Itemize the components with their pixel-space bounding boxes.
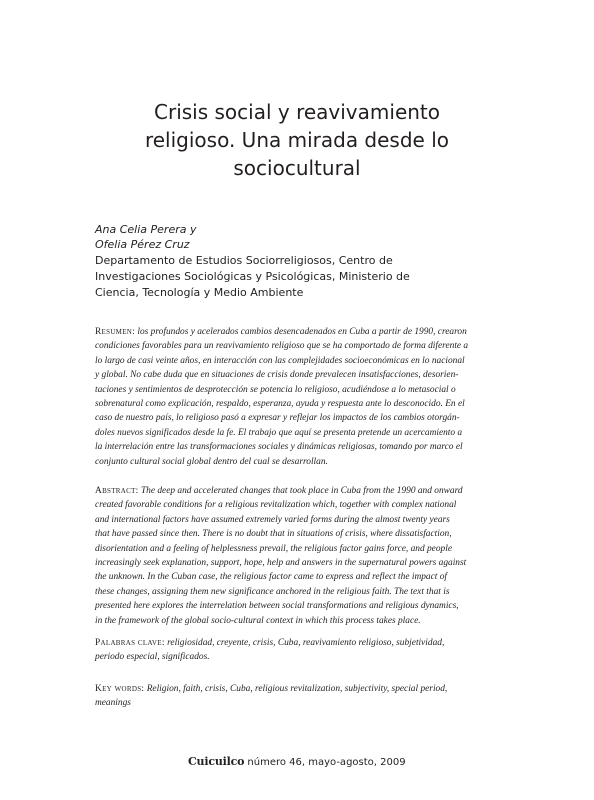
- abstract-block: [95, 484, 507, 628]
- key-words-block: [95, 682, 507, 711]
- title-line: Crisis social y reavivamiento: [154, 100, 440, 124]
- abstract-line: these changes, assigning them new significance anchored in the religious faith. The text that is: [95, 586, 450, 597]
- resumen-line: condiciones favorables para un reavivamiento religioso que se ha comportado de forma diferente a: [95, 341, 469, 352]
- abstract-line: and international factors have assumed extremely varied forms during the almost twenty years: [95, 514, 450, 525]
- journal-logo: Cuicuilco: [188, 755, 245, 768]
- abstract-line: The deep and accelerated changes that took place in Cuba from the 1990 and onward: [138, 486, 463, 496]
- palabras-clave-line: religiosidad, creyente, crisis, Cuba, reavivamiento religioso, subjetividad,: [164, 638, 445, 648]
- resumen-block: [95, 325, 507, 469]
- issue-info: número 46, mayo-agosto, 2009: [244, 757, 406, 768]
- resumen-line: conjunto cultural social global dentro del cual se desarrollan.: [95, 456, 328, 467]
- resumen-line: doles nuevos significados desde la fe. El trabajo que aquí se presenta pretende un acercamiento a: [95, 427, 463, 438]
- resumen-line: taciones y sentimientos de desprotección se potencia lo religioso, acudiéndose a lo metasocial o: [95, 384, 456, 395]
- palabras-clave-block: [95, 636, 507, 665]
- key-words-line: Religion, faith, crisis, Cuba, religious revitalization, subjectivity, special period,: [144, 684, 448, 694]
- abstract-line: disorientation and a feeling of helplessness prevail, the religious factor gains force, and people: [95, 543, 452, 554]
- affiliation-line: Departamento de Estudios Sociorreligiosos, Centro de: [95, 254, 393, 267]
- author-name: Ofelia Pérez Cruz: [95, 238, 190, 251]
- abstract-label: Abstract:: [95, 486, 139, 496]
- key-words-label: Key words:: [95, 684, 145, 694]
- affiliation-line: Ciencia, Tecnología y Medio Ambiente: [95, 286, 304, 299]
- resumen-line: y global. No cabe duda que en situaciones de crisis donde prevalecen insatisfacciones, desorien-: [95, 370, 459, 381]
- abstract-line: created favorable conditions for a religious revitalization which, together with complex national: [95, 500, 457, 511]
- author-name: Ana Celia Perera y: [95, 223, 197, 236]
- abstract-line: in the framework of the global socio-cultural context in which this process takes place.: [95, 615, 421, 626]
- affiliation-line: Investigaciones Sociológicas y Psicológicas, Ministerio de: [95, 270, 410, 283]
- abstract-line: increasingly seek explanation, support, hope, help and answers in the supernatural powers against: [95, 558, 467, 569]
- title-line: religioso. Una mirada desde lo: [144, 128, 450, 152]
- resumen-label: Resumen:: [95, 327, 136, 337]
- resumen-line: la interrelación entre las transformaciones sociales y dinámicas religiosas, tomando por marco el: [95, 442, 463, 453]
- key-words-line: meanings: [95, 698, 131, 709]
- page-footer: [188, 755, 406, 768]
- resumen-line: lo largo de casi veinte años, en interacción con las complejidades socioeconómicas en lo nacional: [95, 355, 465, 366]
- resumen-line: los profundos y acelerados cambios desencadenados en Cuba a partir de 1990, crearon: [135, 327, 467, 337]
- author-block: [95, 222, 535, 301]
- article-title: [60, 98, 534, 182]
- abstract-line: the unknown. In the Cuban case, the religious factor came to express and reflect the impact of: [95, 572, 448, 583]
- title-line: sociocultural: [233, 156, 361, 180]
- abstract-line: that have passed since then. There is no doubt that in situations of crisis, where dissatisfaction,: [95, 529, 452, 540]
- resumen-line: caso de nuestro país, lo religioso pasó a expresar y reflejar los impactos de los cambios otorgán-: [95, 413, 460, 424]
- palabras-clave-label: Palabras clave:: [95, 638, 165, 648]
- abstract-line: presented here explores the interrelation between social transformations and religious dynamics,: [95, 601, 459, 612]
- affiliation: [95, 253, 535, 301]
- palabras-clave-line: periodo especial, significados.: [95, 652, 210, 663]
- resumen-line: sobrenatural como explicación, respaldo, esperanza, ayuda y respuesta ante lo desconocido. En el: [95, 399, 465, 410]
